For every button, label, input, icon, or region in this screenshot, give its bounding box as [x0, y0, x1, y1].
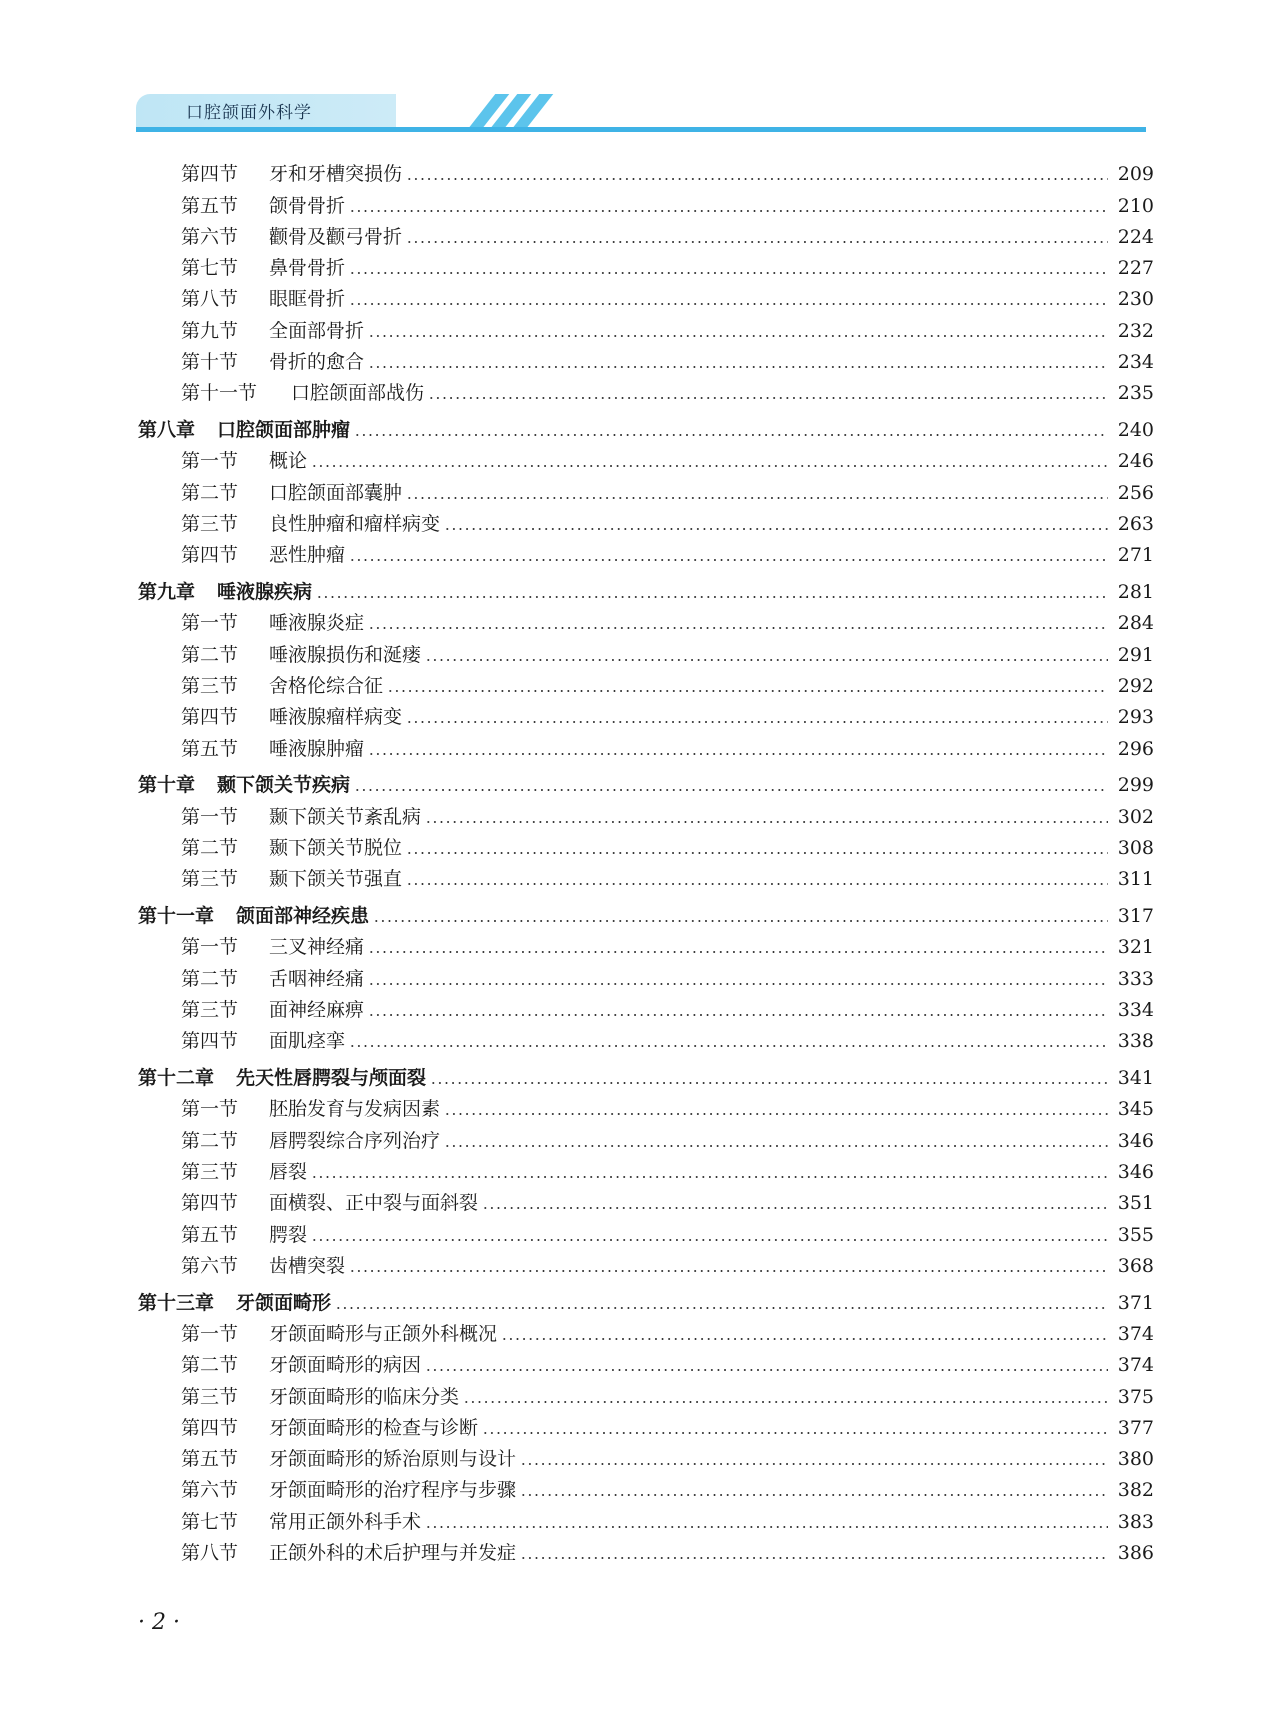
toc-section-entry[interactable] — [138, 1214, 1154, 1245]
toc-entry-label — [181, 351, 364, 373]
toc-page-number: 224 — [1117, 225, 1154, 248]
toc-entry-label — [181, 936, 364, 958]
section-number: 第六节 — [181, 1479, 239, 1502]
toc-page-number: 234 — [1117, 351, 1154, 374]
toc-page-number: 281 — [1117, 581, 1154, 604]
chapter-title: 颌面部神经疾患 — [236, 905, 370, 928]
section-number: 第四节 — [181, 1030, 239, 1053]
toc-page-number: 232 — [1117, 319, 1154, 342]
section-number: 第五节 — [181, 1223, 239, 1246]
section-number: 第八节 — [181, 288, 239, 311]
section-number: 第四节 — [181, 1416, 239, 1439]
section-number: 第一节 — [181, 1322, 239, 1345]
chapter-number: 第十一章 — [138, 905, 215, 928]
toc-page-number: 351 — [1117, 1192, 1154, 1215]
toc-section-entry[interactable] — [138, 310, 1154, 341]
section-number: 第十一节 — [181, 382, 258, 405]
dot-leader — [349, 559, 1108, 561]
toc-section-entry[interactable] — [138, 1089, 1154, 1120]
toc-page-number: 246 — [1117, 450, 1154, 473]
toc-page-number: 256 — [1117, 481, 1154, 504]
toc-entry-label — [181, 612, 364, 634]
section-title: 唇裂 — [269, 1161, 308, 1183]
section-title: 牙颌面畸形的检查与诊断 — [269, 1416, 479, 1439]
toc-page-number: 383 — [1117, 1510, 1154, 1533]
section-title: 面横裂、正中裂与面斜裂 — [269, 1192, 479, 1215]
toc-page-number: 368 — [1117, 1254, 1154, 1277]
dot-leader — [425, 1526, 1108, 1528]
section-number: 第二节 — [181, 481, 239, 504]
toc-page-number: 377 — [1117, 1416, 1154, 1439]
section-number: 第七节 — [181, 257, 239, 280]
toc-page-number: 284 — [1117, 612, 1154, 635]
section-number: 第三节 — [181, 513, 239, 536]
dot-leader — [335, 1307, 1108, 1309]
chapter-title: 唾液腺疾病 — [217, 581, 313, 604]
dot-leader — [444, 1113, 1108, 1115]
toc-page-number: 302 — [1117, 805, 1154, 828]
toc-entry-label — [181, 544, 345, 566]
section-number: 第二节 — [181, 1129, 239, 1152]
toc-page-number: 299 — [1117, 774, 1154, 797]
toc-page-number: 296 — [1117, 737, 1154, 760]
toc-page-number: 271 — [1117, 544, 1154, 567]
toc-entry-label — [181, 257, 345, 279]
toc-chapter-entry[interactable] — [138, 1052, 1154, 1089]
section-number: 第二节 — [181, 643, 239, 666]
chapter-title: 颞下颌关节疾病 — [217, 774, 351, 797]
section-number: 第七节 — [181, 1510, 239, 1533]
dot-leader — [520, 1557, 1108, 1559]
toc-section-entry[interactable] — [138, 279, 1154, 310]
toc-page-number: 263 — [1117, 513, 1154, 536]
section-number: 第五节 — [181, 1448, 239, 1471]
toc-section-entry[interactable] — [138, 217, 1154, 248]
toc-entry-label — [181, 738, 364, 760]
chapter-title: 牙颌面畸形 — [236, 1291, 332, 1314]
toc-page-number: 308 — [1117, 837, 1154, 860]
section-title: 舌咽神经痛 — [269, 967, 365, 990]
toc-section-entry[interactable] — [138, 1021, 1154, 1052]
dot-leader — [316, 596, 1108, 598]
section-title: 舍格伦综合征 — [269, 675, 384, 698]
section-number: 第二节 — [181, 1354, 239, 1377]
section-title: 牙颌面畸形与正颌外科概况 — [269, 1322, 498, 1345]
section-number: 第四节 — [181, 706, 239, 729]
dot-leader — [520, 1494, 1108, 1496]
section-title: 面肌痉挛 — [269, 1030, 346, 1053]
dot-leader — [444, 528, 1108, 530]
toc-entry-label — [181, 320, 364, 342]
toc-page-number: 334 — [1117, 999, 1154, 1022]
section-title: 牙颌面畸形的病因 — [269, 1354, 422, 1377]
section-number: 第二节 — [181, 837, 239, 860]
section-number: 第六节 — [181, 225, 239, 248]
dot-leader — [373, 920, 1108, 922]
toc-section-entry[interactable] — [138, 342, 1154, 373]
dot-leader — [368, 951, 1108, 953]
section-title: 骨折的愈合 — [269, 351, 365, 374]
toc-entry-label — [181, 1161, 307, 1183]
toc-entry-label — [181, 288, 345, 310]
toc-entry-label — [181, 1448, 516, 1470]
section-number: 第五节 — [181, 194, 239, 217]
section-title: 颧骨及颧弓骨折 — [269, 225, 403, 248]
section-number: 第一节 — [181, 450, 239, 473]
section-number: 第一节 — [181, 936, 239, 959]
section-number: 第四节 — [181, 163, 239, 186]
toc-section-entry[interactable] — [138, 1246, 1154, 1277]
section-title: 颞下颌关节脱位 — [269, 837, 403, 860]
toc-section-entry[interactable] — [138, 1120, 1154, 1151]
section-title: 颌骨骨折 — [269, 194, 346, 217]
section-title: 恶性肿瘤 — [269, 544, 346, 567]
dot-leader — [444, 1145, 1108, 1147]
section-title: 唾液腺损伤和涎瘘 — [269, 643, 422, 666]
dot-leader — [501, 1338, 1108, 1340]
toc-page-number: 380 — [1117, 1448, 1154, 1471]
section-title: 牙颌面畸形的矫治原则与设计 — [269, 1448, 517, 1471]
toc-section-entry[interactable] — [138, 603, 1154, 634]
toc-entry-label — [181, 644, 421, 666]
chapter-number: 第十二章 — [138, 1067, 215, 1090]
section-title: 颞下颌关节强直 — [269, 868, 403, 891]
section-number: 第三节 — [181, 1385, 239, 1408]
section-number: 第九节 — [181, 319, 239, 342]
toc-page-number: 374 — [1117, 1354, 1154, 1377]
toc-chapter-entry[interactable] — [138, 890, 1154, 927]
toc-entry-label — [181, 226, 402, 248]
toc-section-entry[interactable] — [138, 697, 1154, 728]
section-number: 第一节 — [181, 1098, 239, 1121]
section-title: 胚胎发育与发病因素 — [269, 1098, 441, 1121]
toc-entry-label — [181, 1386, 459, 1408]
section-title: 概论 — [269, 450, 308, 473]
section-title: 全面部骨折 — [269, 319, 365, 342]
toc-section-entry[interactable] — [138, 958, 1154, 989]
section-title: 正颌外科的术后护理与并发症 — [269, 1542, 517, 1565]
toc-section-entry[interactable] — [138, 1152, 1154, 1183]
dot-leader — [425, 659, 1108, 661]
section-number: 第三节 — [181, 999, 239, 1022]
dot-leader — [368, 627, 1108, 629]
toc-entry-label — [181, 1030, 345, 1052]
toc-page-number: 386 — [1117, 1542, 1154, 1565]
toc-page-number: 210 — [1117, 194, 1154, 217]
toc-page-number: 293 — [1117, 706, 1154, 729]
section-title: 唇腭裂综合序列治疗 — [269, 1129, 441, 1152]
toc-entry-label — [138, 1067, 426, 1089]
toc-page-number: 235 — [1117, 382, 1154, 405]
toc-section-entry[interactable] — [138, 927, 1154, 958]
chapter-number: 第十章 — [138, 774, 196, 797]
dot-leader — [354, 434, 1108, 436]
toc-entry-label — [138, 419, 350, 441]
toc-entry-label — [181, 837, 402, 859]
toc-page-number: 311 — [1117, 868, 1154, 891]
toc-section-entry[interactable] — [138, 248, 1154, 279]
toc-entry-label — [181, 675, 383, 697]
toc-entry-label — [181, 1417, 478, 1439]
dot-leader — [368, 366, 1108, 368]
toc-entry-label — [138, 905, 369, 927]
dot-leader — [311, 465, 1108, 467]
dot-leader — [428, 397, 1108, 399]
section-title: 口腔颌面部战伤 — [291, 382, 425, 405]
section-title: 良性肿瘤和瘤样病变 — [269, 513, 441, 536]
toc-page-number: 317 — [1117, 905, 1154, 928]
toc-entry-label — [181, 195, 345, 217]
toc-entry-label — [181, 1323, 497, 1345]
dot-leader — [406, 497, 1108, 499]
toc-section-entry[interactable] — [138, 1408, 1154, 1439]
section-title: 唾液腺肿瘤 — [269, 737, 365, 760]
header-tab — [136, 94, 396, 128]
toc-page-number: 338 — [1117, 1030, 1154, 1053]
dot-leader — [482, 1207, 1108, 1209]
dot-leader — [406, 178, 1108, 180]
toc-chapter-entry[interactable] — [138, 760, 1154, 797]
toc-entry-label — [138, 1292, 331, 1314]
book-title: 口腔颌面外科学 — [186, 103, 312, 123]
toc-section-entry[interactable] — [138, 796, 1154, 827]
toc-entry-label — [181, 706, 402, 728]
toc-entry-label — [138, 774, 350, 796]
dot-leader — [349, 303, 1108, 305]
table-of-contents — [138, 154, 1154, 1564]
toc-section-entry[interactable] — [138, 504, 1154, 535]
toc-section-entry[interactable] — [138, 1314, 1154, 1345]
dot-leader — [349, 272, 1108, 274]
toc-section-entry[interactable] — [138, 1345, 1154, 1376]
section-title: 牙颌面畸形的治疗程序与步骤 — [269, 1479, 517, 1502]
toc-section-entry[interactable] — [138, 1470, 1154, 1501]
toc-entry-label — [181, 482, 402, 504]
toc-entry-label — [181, 806, 421, 828]
toc-entry-label — [181, 868, 402, 890]
section-number: 第二节 — [181, 967, 239, 990]
section-title: 鼻骨骨折 — [269, 257, 346, 280]
dot-leader — [349, 210, 1108, 212]
toc-page-number: 291 — [1117, 643, 1154, 666]
section-title: 口腔颌面部囊肿 — [269, 481, 403, 504]
toc-section-entry[interactable] — [138, 666, 1154, 697]
section-title: 唾液腺炎症 — [269, 612, 365, 635]
section-number: 第三节 — [181, 868, 239, 891]
toc-entry-label — [181, 1192, 478, 1214]
section-title: 颞下颌关节紊乱病 — [269, 805, 422, 828]
toc-page-number: 321 — [1117, 936, 1154, 959]
dot-leader — [387, 690, 1108, 692]
section-title: 腭裂 — [269, 1223, 308, 1246]
chapter-number: 第八章 — [138, 419, 196, 442]
toc-page-number: 240 — [1117, 419, 1154, 442]
toc-entry-label — [181, 450, 307, 472]
running-header — [136, 94, 1146, 134]
toc-entry-label — [181, 1224, 307, 1246]
dot-leader — [354, 789, 1108, 791]
chapter-title: 先天性唇腭裂与颅面裂 — [236, 1067, 427, 1090]
toc-entry-label — [181, 1130, 440, 1152]
toc-entry-label — [181, 1354, 421, 1376]
toc-page-number: 346 — [1117, 1129, 1154, 1152]
toc-entry-label — [181, 1542, 516, 1564]
toc-section-entry[interactable] — [138, 154, 1154, 185]
section-number: 第一节 — [181, 612, 239, 635]
dot-leader — [520, 1463, 1108, 1465]
chapter-title: 口腔颌面部肿瘤 — [217, 419, 351, 442]
toc-page-number: 209 — [1117, 163, 1154, 186]
toc-chapter-entry[interactable] — [138, 1277, 1154, 1314]
dot-leader — [349, 1270, 1108, 1272]
dot-leader — [482, 1432, 1108, 1434]
toc-chapter-entry[interactable] — [138, 566, 1154, 603]
dot-leader — [368, 753, 1108, 755]
dot-leader — [425, 1369, 1108, 1371]
toc-section-entry[interactable] — [138, 1439, 1154, 1470]
toc-entry-label — [181, 999, 364, 1021]
dot-leader — [368, 1014, 1108, 1016]
page-number: · 2 · — [138, 1610, 180, 1635]
section-number: 第八节 — [181, 1542, 239, 1565]
toc-section-entry[interactable] — [138, 185, 1154, 216]
section-title: 唾液腺瘤样病变 — [269, 706, 403, 729]
toc-page-number: 227 — [1117, 257, 1154, 280]
section-title: 眼眶骨折 — [269, 288, 346, 311]
toc-section-entry[interactable] — [138, 990, 1154, 1021]
toc-page-number: 375 — [1117, 1385, 1154, 1408]
dot-leader — [406, 241, 1108, 243]
toc-page-number: 341 — [1117, 1067, 1154, 1090]
section-number: 第四节 — [181, 1192, 239, 1215]
toc-entry-label — [138, 581, 312, 603]
dot-leader — [406, 852, 1108, 854]
toc-entry-label — [181, 968, 364, 990]
toc-page-number: 371 — [1117, 1291, 1154, 1314]
toc-chapter-entry[interactable] — [138, 404, 1154, 441]
section-title: 齿槽突裂 — [269, 1254, 346, 1277]
dot-leader — [406, 721, 1108, 723]
toc-page-number: 355 — [1117, 1223, 1154, 1246]
toc-section-entry[interactable] — [138, 728, 1154, 759]
section-number: 第十节 — [181, 351, 239, 374]
toc-page-number: 345 — [1117, 1098, 1154, 1121]
toc-entry-label — [181, 382, 424, 404]
toc-entry-label — [181, 1511, 421, 1533]
toc-entry-label — [181, 1098, 440, 1120]
toc-page-number: 333 — [1117, 967, 1154, 990]
chapter-number: 第九章 — [138, 581, 196, 604]
dot-leader — [425, 821, 1108, 823]
dot-leader — [311, 1176, 1108, 1178]
dot-leader — [430, 1082, 1108, 1084]
section-title: 面神经麻痹 — [269, 999, 365, 1022]
toc-page-number: 374 — [1117, 1322, 1154, 1345]
dot-leader — [368, 335, 1108, 337]
dot-leader — [368, 983, 1108, 985]
dot-leader — [463, 1401, 1108, 1403]
section-title: 牙颌面畸形的临床分类 — [269, 1385, 460, 1408]
toc-entry-label — [181, 513, 440, 535]
toc-section-entry[interactable] — [138, 472, 1154, 503]
toc-entry-label — [181, 163, 402, 185]
section-title: 常用正颌外科手术 — [269, 1510, 422, 1533]
header-stripes-decoration — [392, 94, 572, 128]
header-rule — [136, 127, 1146, 132]
section-number: 第六节 — [181, 1254, 239, 1277]
section-number: 第四节 — [181, 544, 239, 567]
dot-leader — [349, 1045, 1108, 1047]
section-number: 第三节 — [181, 675, 239, 698]
toc-section-entry[interactable] — [138, 1501, 1154, 1532]
toc-section-entry[interactable] — [138, 535, 1154, 566]
toc-entry-label — [181, 1255, 345, 1277]
toc-section-entry[interactable] — [138, 634, 1154, 665]
dot-leader — [311, 1239, 1108, 1241]
toc-section-entry[interactable] — [138, 373, 1154, 404]
toc-page-number: 292 — [1117, 675, 1154, 698]
toc-entry-label — [181, 1479, 516, 1501]
section-number: 第三节 — [181, 1161, 239, 1183]
toc-section-entry[interactable] — [138, 828, 1154, 859]
section-number: 第一节 — [181, 805, 239, 828]
toc-section-entry[interactable] — [138, 859, 1154, 890]
section-title: 三叉神经痛 — [269, 936, 365, 959]
dot-leader — [406, 883, 1108, 885]
toc-section-entry[interactable] — [138, 1533, 1154, 1564]
toc-page-number: 230 — [1117, 288, 1154, 311]
toc-section-entry[interactable] — [138, 1183, 1154, 1214]
toc-page-number: 382 — [1117, 1479, 1154, 1502]
section-number: 第五节 — [181, 737, 239, 760]
toc-page-number: 346 — [1117, 1161, 1154, 1183]
toc-section-entry[interactable] — [138, 441, 1154, 472]
chapter-number: 第十三章 — [138, 1291, 215, 1314]
toc-section-entry[interactable] — [138, 1376, 1154, 1407]
section-title: 牙和牙槽突损伤 — [269, 163, 403, 186]
